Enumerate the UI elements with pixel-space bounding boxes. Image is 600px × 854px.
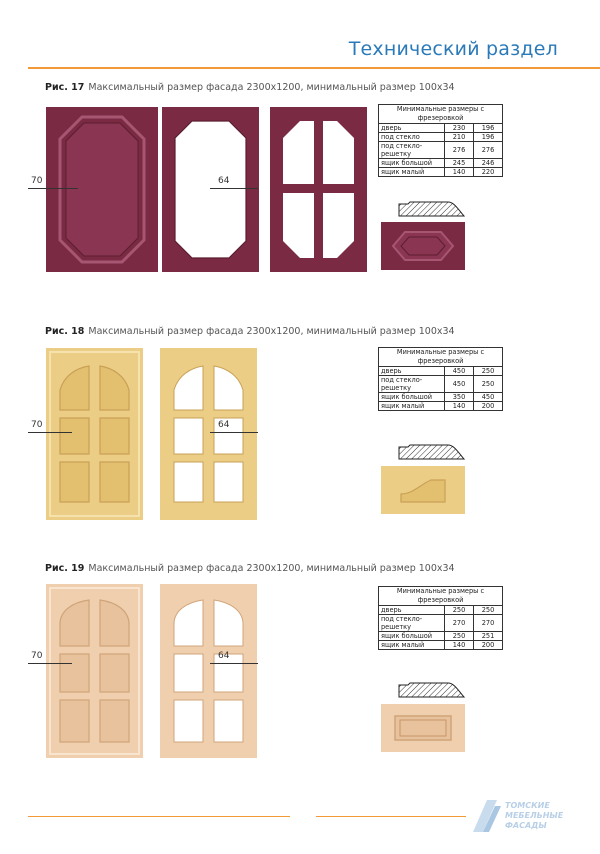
table-row: ящик малый 140 220 [379,168,503,177]
fig19-profile-icon [398,682,466,698]
table-row: ящик большой 245 246 [379,159,503,168]
figure-19-label: Рис. 19 [45,563,85,574]
logo-line-2: МЕБЕЛЬНЫЕ [505,811,564,820]
fig17-profile-icon [398,201,466,217]
figure-18-caption [45,326,455,337]
fig18-dim-right: 64 [218,420,230,430]
figure-19-caption [45,563,455,574]
fig18-drawer-sample [381,466,465,514]
header-divider [28,67,600,69]
fig18-spec-table [378,347,503,411]
company-logo [471,796,581,836]
footer-divider-right [316,816,466,817]
fig17-glass-panel [162,107,259,272]
figure-18-label: Рис. 18 [45,326,85,337]
fig19-spec-table [378,586,503,650]
fig17-dim-right: 64 [218,176,230,186]
fig17-drawer-sample [381,222,465,270]
fig18-table-title: Минимальные размеры с фрезеровкой [379,348,503,367]
table-row: дверь 230 196 [379,124,503,133]
figure-18-caption-text: Максимальный размер фасада 2300х1200, минимальный размер 100х34 [88,326,455,337]
fig18-profile-icon [398,444,466,460]
fig19-dim-left: 70 [31,651,43,661]
figure-17-caption [45,82,455,93]
fig17-dim-left: 70 [31,176,43,186]
fig18-door-panel [46,348,143,520]
table-row: под стекло-решетку 450 250 [379,376,503,393]
fig19-door-panel [46,584,143,758]
fig18-dim-line-right [210,432,258,433]
table-row: ящик большой 350 450 [379,393,503,402]
fig18-dim-line-left [28,432,72,433]
fig19-drawer-sample [381,704,465,752]
page-title: Технический раздел [348,38,558,60]
fig18-grid-panel [160,348,257,520]
footer-divider-left [28,816,290,817]
figure-19-caption-text: Максимальный размер фасада 2300х1200, минимальный размер 100х34 [88,563,455,574]
table-row: дверь 250 250 [379,606,503,615]
fig17-dim-line-left [28,188,78,189]
table-row: под стекло 210 196 [379,133,503,142]
fig19-dim-line-left [28,663,72,664]
fig17-door-panel [46,107,158,272]
figure-17-label: Рис. 17 [45,82,85,93]
figure-17-caption-text: Максимальный размер фасада 2300х1200, минимальный размер 100х34 [88,82,455,93]
table-row: ящик малый 140 200 [379,402,503,411]
table-row: дверь 450 250 [379,367,503,376]
logo-line-1: ТОМСКИЕ [505,801,550,810]
fig18-dim-left: 70 [31,420,43,430]
table-row: ящик малый 140 200 [379,641,503,650]
table-row: под стекло-решетку 270 270 [379,615,503,632]
fig17-grid-panel [270,107,367,272]
fig17-spec-table [378,104,503,177]
table-row: под стекло-решетку 276 276 [379,142,503,159]
fig19-dim-right: 64 [218,651,230,661]
fig17-table-title: Минимальные размеры с фрезеровкой [379,105,503,124]
fig19-grid-panel [160,584,257,758]
fig19-table-title: Минимальные размеры с фрезеровкой [379,587,503,606]
fig19-dim-line-right [210,663,258,664]
logo-line-3: ФАСАДЫ [505,821,547,830]
table-row: ящик большой 250 251 [379,632,503,641]
fig17-dim-line-right [210,188,258,189]
